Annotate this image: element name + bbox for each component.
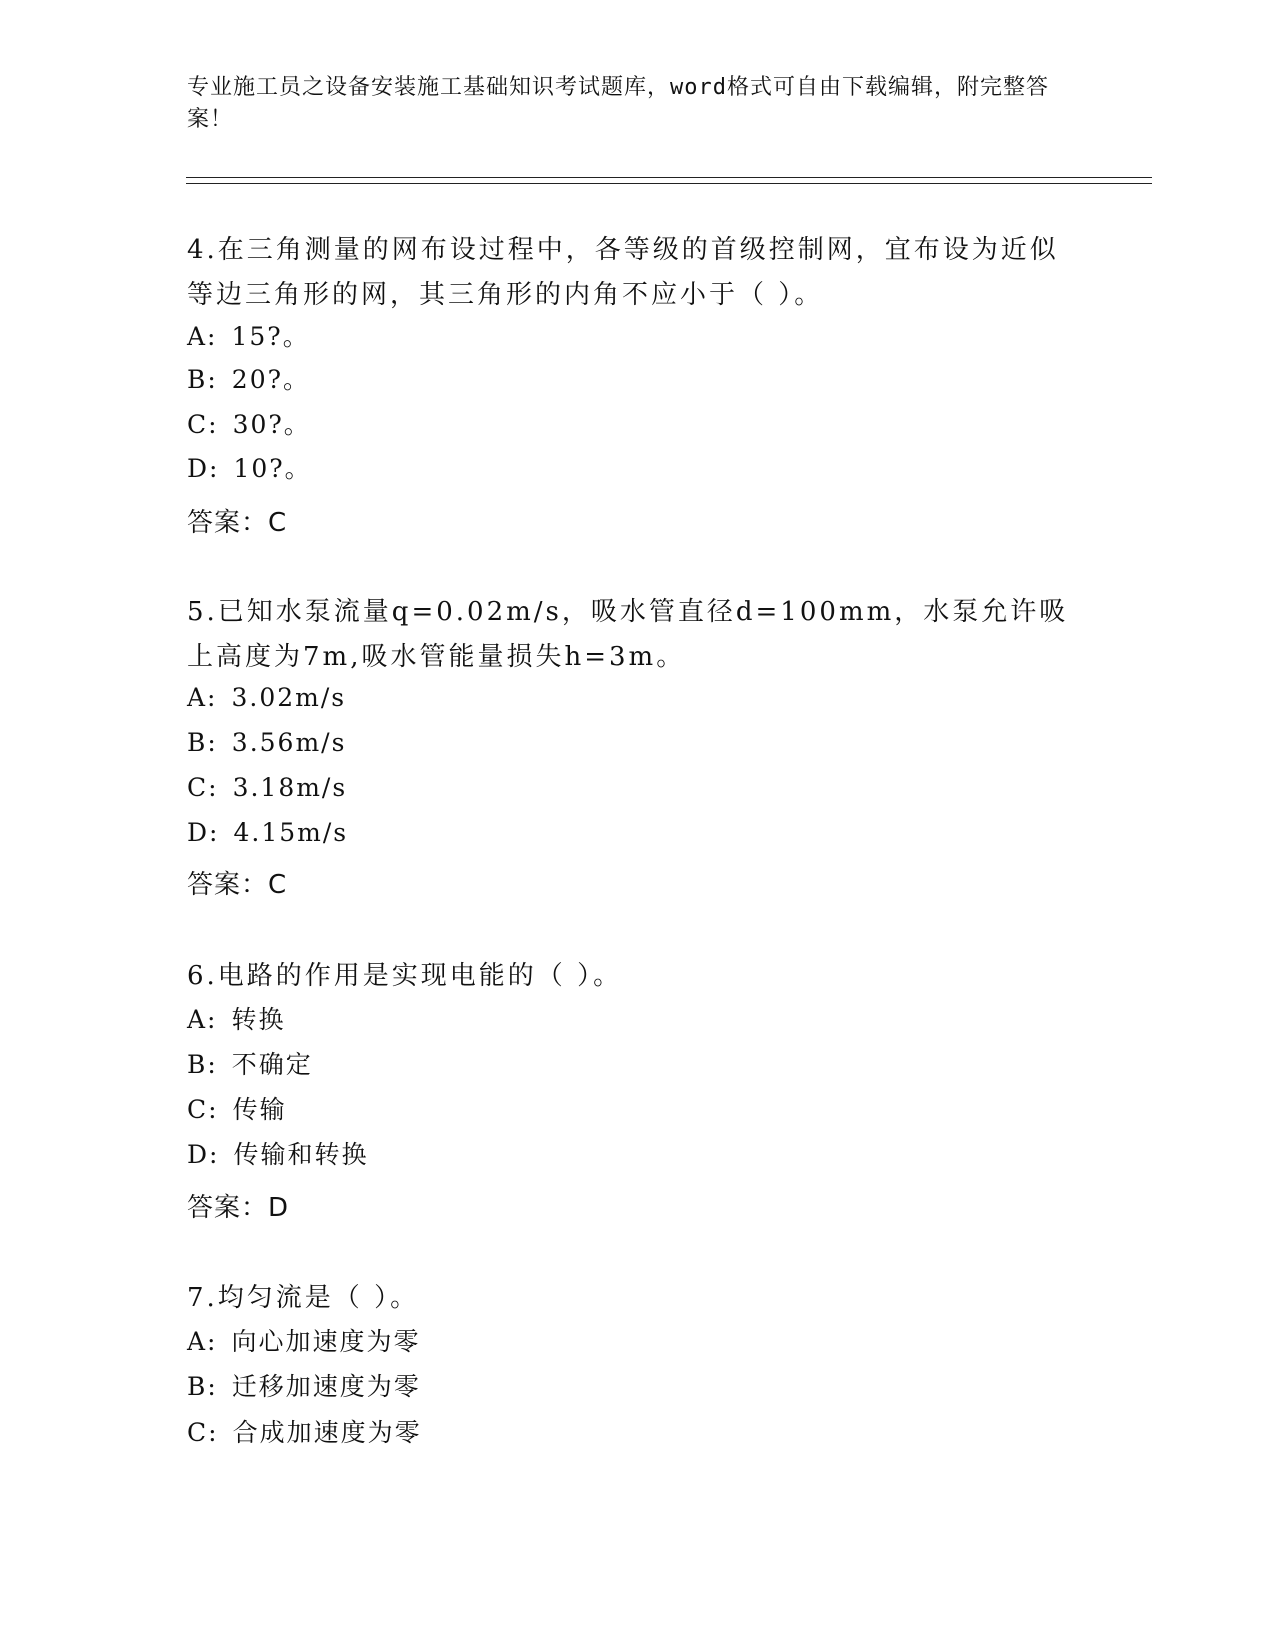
option-letter: C: [187, 773, 219, 802]
option-d [187, 818, 348, 848]
option-text: 传输 [232, 1095, 287, 1124]
option-letter: C: [187, 1418, 219, 1447]
question-stem: 5.已知水泵流量q=0.02m/s，吸水管直径d=100mm，水泵允许吸上高度为7m,吸水管能量损失h=3m。 [187, 597, 1069, 672]
option-c [187, 1418, 422, 1448]
option-text: 3.56m/s [231, 728, 347, 757]
option-a [187, 1327, 421, 1357]
option-b [187, 1372, 421, 1402]
option-text: 合成加速度为零 [232, 1418, 422, 1447]
answer: 答案：C [187, 870, 288, 900]
option-letter: C: [187, 1095, 219, 1124]
option-text: 转换 [231, 1005, 286, 1034]
option-c [187, 773, 347, 803]
header-divider-top [186, 177, 1152, 178]
option-letter: B: [187, 728, 218, 757]
option-text: 10?。 [233, 454, 312, 483]
option-c [187, 410, 311, 440]
header-divider-bottom [186, 183, 1152, 184]
question-stem: 6.电路的作用是实现电能的（ ）。 [187, 961, 623, 991]
option-text: 4.15m/s [233, 818, 349, 847]
option-text: 迁移加速度为零 [231, 1372, 421, 1401]
option-b [187, 728, 346, 758]
option-letter: B: [187, 1372, 218, 1401]
option-letter: A: [187, 1005, 218, 1034]
option-text: 30?。 [232, 410, 311, 439]
option-letter: A: [187, 683, 218, 712]
option-text: 15?。 [231, 322, 310, 351]
question-stem: 7.均匀流是（ ）。 [187, 1283, 420, 1313]
option-letter: D: [187, 454, 220, 483]
option-letter: A: [187, 322, 218, 351]
option-letter: B: [187, 365, 218, 394]
option-a [187, 683, 346, 713]
option-d [187, 454, 312, 484]
option-letter: A: [187, 1327, 218, 1356]
answer: 答案：D [187, 1193, 290, 1223]
option-text: 3.02m/s [231, 683, 347, 712]
option-letter: D: [187, 1140, 220, 1169]
option-d [187, 1140, 368, 1170]
option-text: 不确定 [231, 1050, 313, 1079]
option-letter: C: [187, 410, 219, 439]
option-b [187, 365, 310, 395]
question-stem: 4.在三角测量的网布设过程中，各等级的首级控制网，宜布设为近似等边三角形的网，其三角形的内角不应小于（ ）。 [187, 235, 1059, 310]
option-c [187, 1095, 287, 1125]
option-text: 向心加速度为零 [231, 1327, 421, 1356]
option-a [187, 322, 310, 352]
option-b [187, 1050, 313, 1080]
option-text: 传输和转换 [233, 1140, 369, 1169]
option-a [187, 1005, 286, 1035]
answer: 答案：C [187, 508, 288, 538]
option-letter: D: [187, 818, 220, 847]
option-letter: B: [187, 1050, 218, 1079]
option-text: 20?。 [231, 365, 311, 394]
option-text: 3.18m/s [232, 773, 348, 802]
document-description: 专业施工员之设备安装施工基础知识考试题库，word格式可自由下载编辑，附完整答案！ [187, 75, 1049, 132]
